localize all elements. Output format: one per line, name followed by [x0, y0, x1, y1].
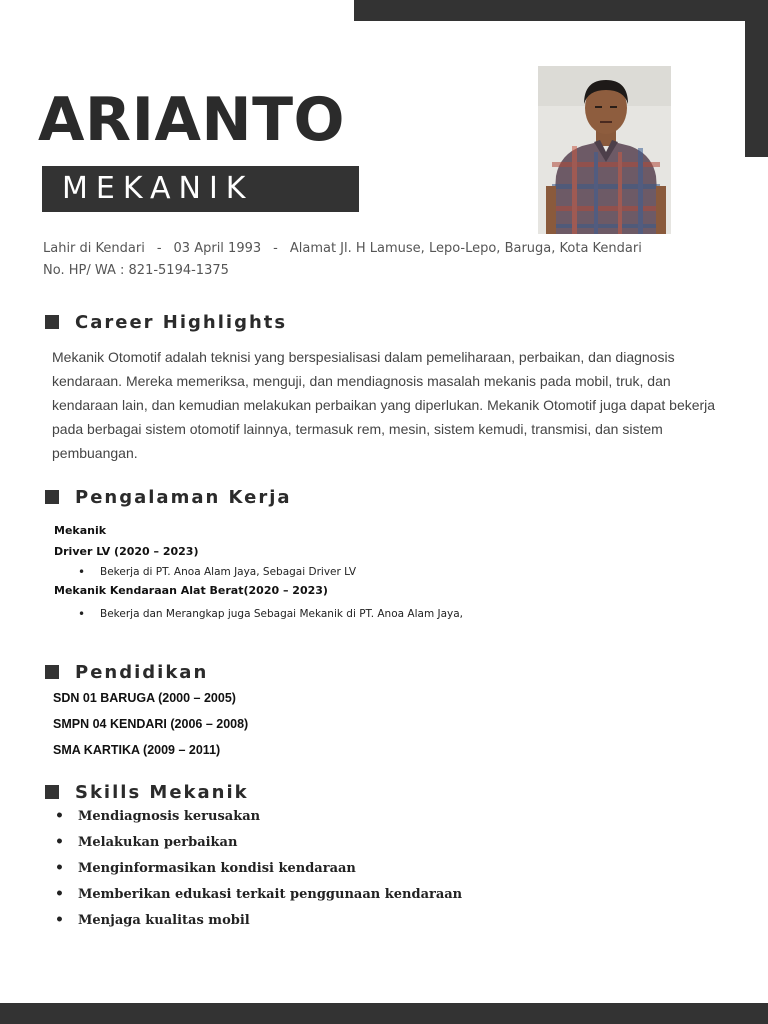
summary-line: kendaraan. Mereka memeriksa, menguji, dan mendiagnosis masalah mekanis pada mobil, truk, dan [52, 373, 671, 389]
job-description-text: Bekerja dan Merangkap juga Sebagai Mekanik di PT. Anoa Alam Jaya, [100, 608, 464, 620]
section-title: Skills Mekanik [75, 781, 249, 803]
role-title: MEKANIK [62, 171, 254, 206]
skill-item [55, 887, 462, 902]
experience-heading: Mekanik [54, 524, 107, 537]
skill-text: Melakukan perbaikan [78, 835, 238, 850]
phone-number: No. HP/ WA : 821-5194-1375 [43, 263, 229, 278]
section-title: Pengalaman Kerja [75, 486, 292, 508]
separator: - [273, 241, 278, 256]
job-description [78, 566, 356, 578]
personal-info-line [43, 241, 642, 257]
skill-text: Memberikan edukasi terkait penggunaan kendaraan [78, 887, 463, 902]
birth-place: Lahir di Kendari [43, 241, 145, 256]
career-summary [52, 345, 732, 465]
skill-item [55, 913, 250, 928]
skill-item [55, 809, 260, 824]
job-title: Driver LV (2020 – 2023) [54, 545, 199, 558]
applicant-name: ARIANTO [38, 85, 346, 155]
section-title: Pendidikan [75, 661, 209, 683]
decorative-bottom-bar [0, 1003, 768, 1024]
address: Alamat Jl. H Lamuse, Lepo-Lepo, Baruga, Kota Kendari [289, 241, 642, 256]
job-title: Mekanik Kendaraan Alat Berat(2020 – 2023) [54, 584, 328, 597]
skill-item [55, 835, 237, 850]
skill-text: Menginformasikan kondisi kendaraan [78, 861, 356, 876]
skill-text: Menjaga kualitas mobil [78, 913, 250, 928]
job-description [78, 608, 463, 620]
role-banner [42, 166, 359, 212]
section-square-icon [45, 490, 59, 504]
summary-line: pembuangan. [52, 445, 138, 461]
section-career-highlights [45, 310, 287, 334]
education-item: SDN 01 BARUGA (2000 – 2005) [53, 691, 236, 705]
summary-line: Mekanik Otomotif adalah teknisi yang berspesialisasi dalam pemeliharaan, perbaikan, dan diagnosis [52, 349, 675, 365]
skill-item [55, 861, 356, 876]
section-education [45, 660, 208, 684]
decorative-top-bar [354, 0, 768, 21]
section-work-experience [45, 485, 292, 509]
section-title: Career Highlights [75, 311, 288, 333]
education-item: SMPN 04 KENDARI (2006 – 2008) [53, 717, 249, 731]
profile-photo [538, 66, 671, 234]
job-description-text: Bekerja di PT. Anoa Alam Jaya, Sebagai Driver LV [100, 566, 357, 578]
summary-line: pada berbagai sistem otomotif lainnya, termasuk rem, mesin, sistem kemudi, transmisi, dan sistem [52, 421, 663, 437]
summary-line: kendaraan lain, dan kemudian melakukan perbaikan yang diperlukan. Mekanik Otomotif juga dapat bekerja [52, 397, 716, 413]
separator: - [156, 241, 162, 256]
decorative-right-bar [745, 0, 768, 157]
section-skills [45, 780, 249, 804]
section-square-icon [45, 665, 59, 679]
education-item: SMA KARTIKA (2009 – 2011) [53, 743, 221, 757]
section-square-icon [45, 785, 59, 799]
section-square-icon [45, 315, 59, 329]
birth-date: 03 April 1993 [173, 241, 262, 256]
skill-text: Mendiagnosis kerusakan [78, 809, 261, 824]
